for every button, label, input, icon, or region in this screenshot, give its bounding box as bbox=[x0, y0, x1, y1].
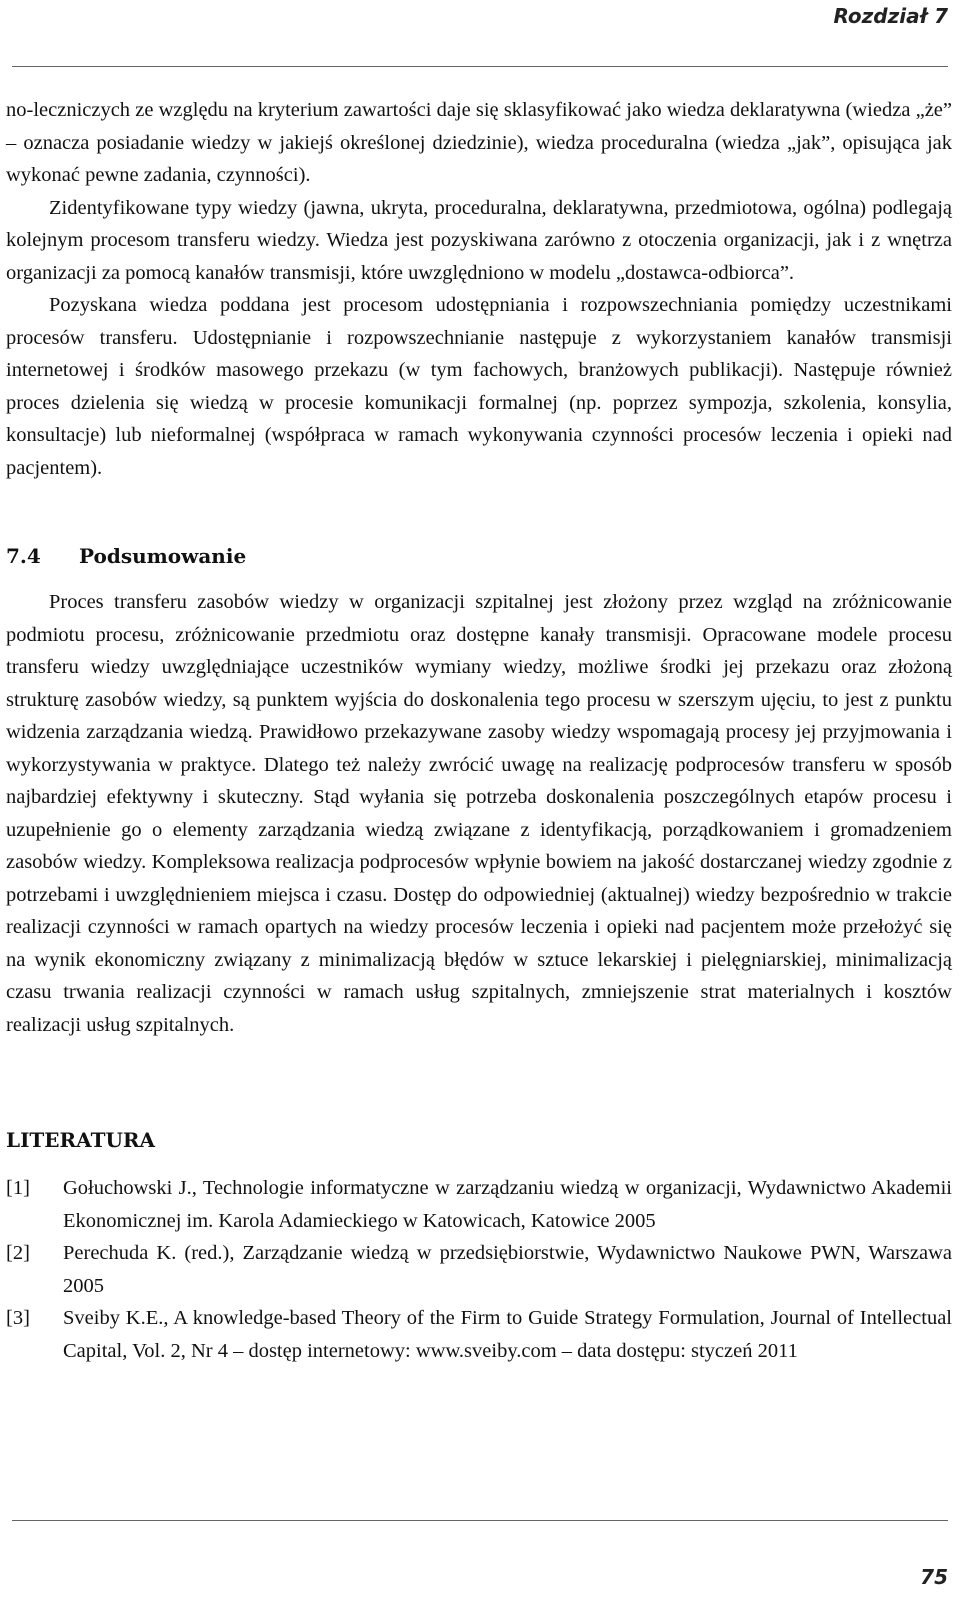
reference-list bbox=[6, 1172, 952, 1367]
section-number: 7.4 bbox=[6, 544, 41, 568]
header-divider bbox=[12, 66, 948, 67]
reference-text: Gołuchowski J., Technologie informatyczne w zarządzaniu wiedzą w organizacji, Wydawnictwo Akademii Ekonomicznej im. Karola Adamieckiego w Katowicach, Katowice 2005 bbox=[63, 1177, 952, 1232]
running-header-chapter: Rozdział 7 bbox=[833, 4, 948, 28]
paragraph-knowledge-types: Zidentyfikowane typy wiedzy (jawna, ukryta, proceduralna, deklaratywna, przedmiotowa, ogólna) podlegają kolejnym procesom transferu wiedzy. Wiedza jest pozyskiwana zarówno z otoczenia organizacji, jak i z wnętrza organizacji za pomocą kanałów transmisji, które uwzględniono w modelu „dostawca-odbiorca”. bbox=[6, 196, 952, 284]
paragraph-continuation: no-leczniczych ze względu na kryterium zawartości daje się sklasyfikować jako wiedza deklaratywna (wiedza „że” – oznacza posiadanie wiedzy w jakiejś określonej dziedzinie), wiedza proceduralna (wiedza „jak”, opisująca jak wykonać pewne zadania, czynności). bbox=[6, 99, 952, 186]
reference-item bbox=[6, 1172, 952, 1237]
paragraph-knowledge-sharing: Pozyskana wiedza poddana jest procesom udostępniania i rozpowszechniania pomiędzy uczestnikami procesów transferu. Udostępnianie i rozpowszechnianie następuje z wykorzystaniem kanałów transmisji internetowej i środków masowego przekazu (w tym fachowych, branżowych publikacji). Następuje również proces dzielenia się wiedzą w procesie komunikacji formalnej (np. poprzez sympozja, szkolenia, konsylia, konsultacje) lub nieformalnej (współpraca w ramach wykonywania czynności procesów leczenia i opieki nad pacjentem). bbox=[6, 294, 952, 479]
section-title: Podsumowanie bbox=[79, 544, 247, 568]
paragraph-summary: Proces transferu zasobów wiedzy w organizacji szpitalnej jest złożony przez wzgląd na zróżnicowanie podmiotu procesu, zróżnicowanie przedmiotu oraz dostępne kanały transmisji. Opracowane modele procesu transferu wiedzy uwzględniające uczestników wymiany wiedzy, możliwe środki jej przekazu oraz złożoną strukturę zasobów wiedzy, są punktem wyjścia do doskonalenia tego procesu w szerszym ujęciu, to jest z punktu widzenia zarządzania wiedzą. Prawidłowo przekazywane zasoby wiedzy wspomagają procesy jej przyjmowania i wykorzystywania w praktyce. Dlatego też należy zwrócić uwagę na realizację podprocesów transferu w sposób najbardziej efektywny i skuteczny. Stąd wyłania się potrzeba doskonalenia poszczególnych etapów procesu i uzupełnienie go o elementy zarządzania wiedzą związane z identyfikacją, porządkowaniem i gromadzeniem zasobów wiedzy. Kompleksowa realizacja podprocesów wpłynie bowiem na jakość dostarczanej wiedzy zgodnie z potrzebami i uwzględnieniem miejsca i czasu. Dostęp do odpowiedniej (aktualnej) wiedzy bezpośrednio w trakcie realizacji czynności w ramach opartych na wiedzy procesów leczenia i opieki nad pacjentem może przełożyć się na wynik ekonomiczny związany z minimalizacją błędów w sztuce lekarskiej i pielęgniarskiej, minimalizacją czasu trwania realizacji czynności w ramach usług szpitalnych, zmniejszenie strat materialnych i kosztów realizacji usług szpitalnych. bbox=[6, 591, 952, 1036]
section-heading bbox=[6, 544, 246, 568]
literature-heading: LITERATURA bbox=[6, 1128, 156, 1152]
reference-item bbox=[6, 1302, 952, 1367]
reference-number: [2] bbox=[6, 1242, 30, 1264]
reference-number: [1] bbox=[6, 1177, 30, 1199]
page-number: 75 bbox=[920, 1565, 948, 1589]
body-text-summary bbox=[6, 586, 952, 1041]
reference-text: Sveiby K.E., A knowledge-based Theory of the Firm to Guide Strategy Formulation, Journal of Intellectual Capital, Vol. 2, Nr 4 – dostęp internetowy: www.sveiby.com – data dostępu: styczeń 2011 bbox=[63, 1307, 952, 1362]
reference-text: Perechuda K. (red.), Zarządzanie wiedzą w przedsiębiorstwie, Wydawnictwo Naukowe PWN, Warszawa 2005 bbox=[63, 1242, 952, 1297]
body-text-top bbox=[6, 94, 952, 484]
footer-divider bbox=[12, 1520, 948, 1521]
reference-item bbox=[6, 1237, 952, 1302]
reference-number: [3] bbox=[6, 1307, 30, 1329]
